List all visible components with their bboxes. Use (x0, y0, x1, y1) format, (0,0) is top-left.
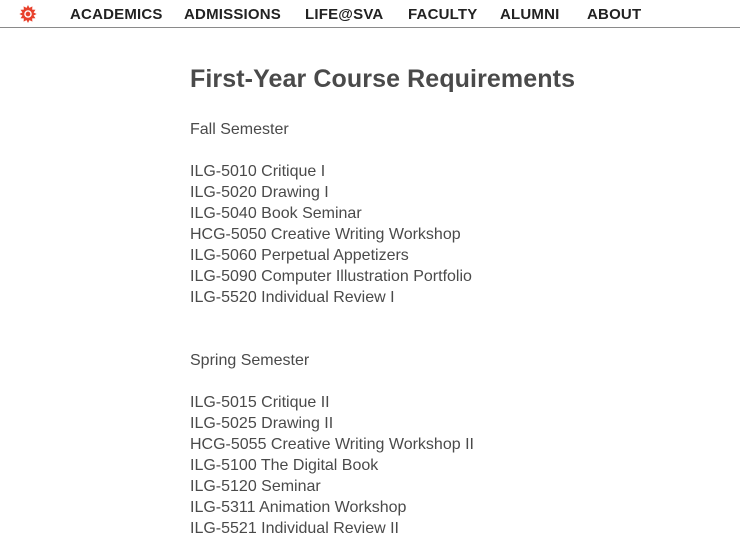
list-item: HCG-5050 Creative Writing Workshop (190, 226, 461, 243)
main-content (190, 62, 710, 539)
nav-academics[interactable]: ACADEMICS (70, 6, 163, 23)
list-item: ILG-5060 Perpetual Appetizers (190, 247, 409, 264)
list-item: ILG-5520 Individual Review I (190, 289, 395, 306)
nav-alumni[interactable]: ALUMNI (500, 6, 560, 23)
list-item: ILG-5010 Critique I (190, 163, 326, 180)
page-title: First-Year Course Requirements (190, 65, 576, 93)
spring-course-list (190, 392, 710, 539)
list-item: ILG-5120 Seminar (190, 478, 321, 495)
list-item: ILG-5015 Critique II (190, 394, 330, 411)
list-item: ILG-5311 Animation Workshop (190, 499, 407, 516)
nav-life-at-sva[interactable]: LIFE@SVA (305, 6, 384, 23)
fall-course-list (190, 161, 710, 308)
list-item: ILG-5040 Book Seminar (190, 205, 362, 222)
list-item: ILG-5090 Computer Illustration Portfolio (190, 268, 472, 285)
list-item: HCG-5055 Creative Writing Workshop II (190, 436, 474, 453)
list-item: ILG-5521 Individual Review II (190, 520, 399, 537)
spring-semester-title: Spring Semester (190, 352, 310, 369)
nav-faculty[interactable]: FACULTY (408, 6, 478, 23)
nav-admissions[interactable]: ADMISSIONS (184, 6, 282, 23)
list-item: ILG-5025 Drawing II (190, 415, 334, 432)
sva-burst-logo-icon[interactable] (19, 5, 37, 23)
list-item: ILG-5020 Drawing I (190, 184, 329, 201)
fall-semester-title: Fall Semester (190, 121, 289, 138)
nav-about[interactable]: ABOUT (587, 6, 642, 23)
list-item: ILG-5100 The Digital Book (190, 457, 379, 474)
spring-semester-section (190, 350, 710, 539)
fall-semester-section (190, 119, 710, 308)
top-navigation-bar (0, 0, 740, 28)
